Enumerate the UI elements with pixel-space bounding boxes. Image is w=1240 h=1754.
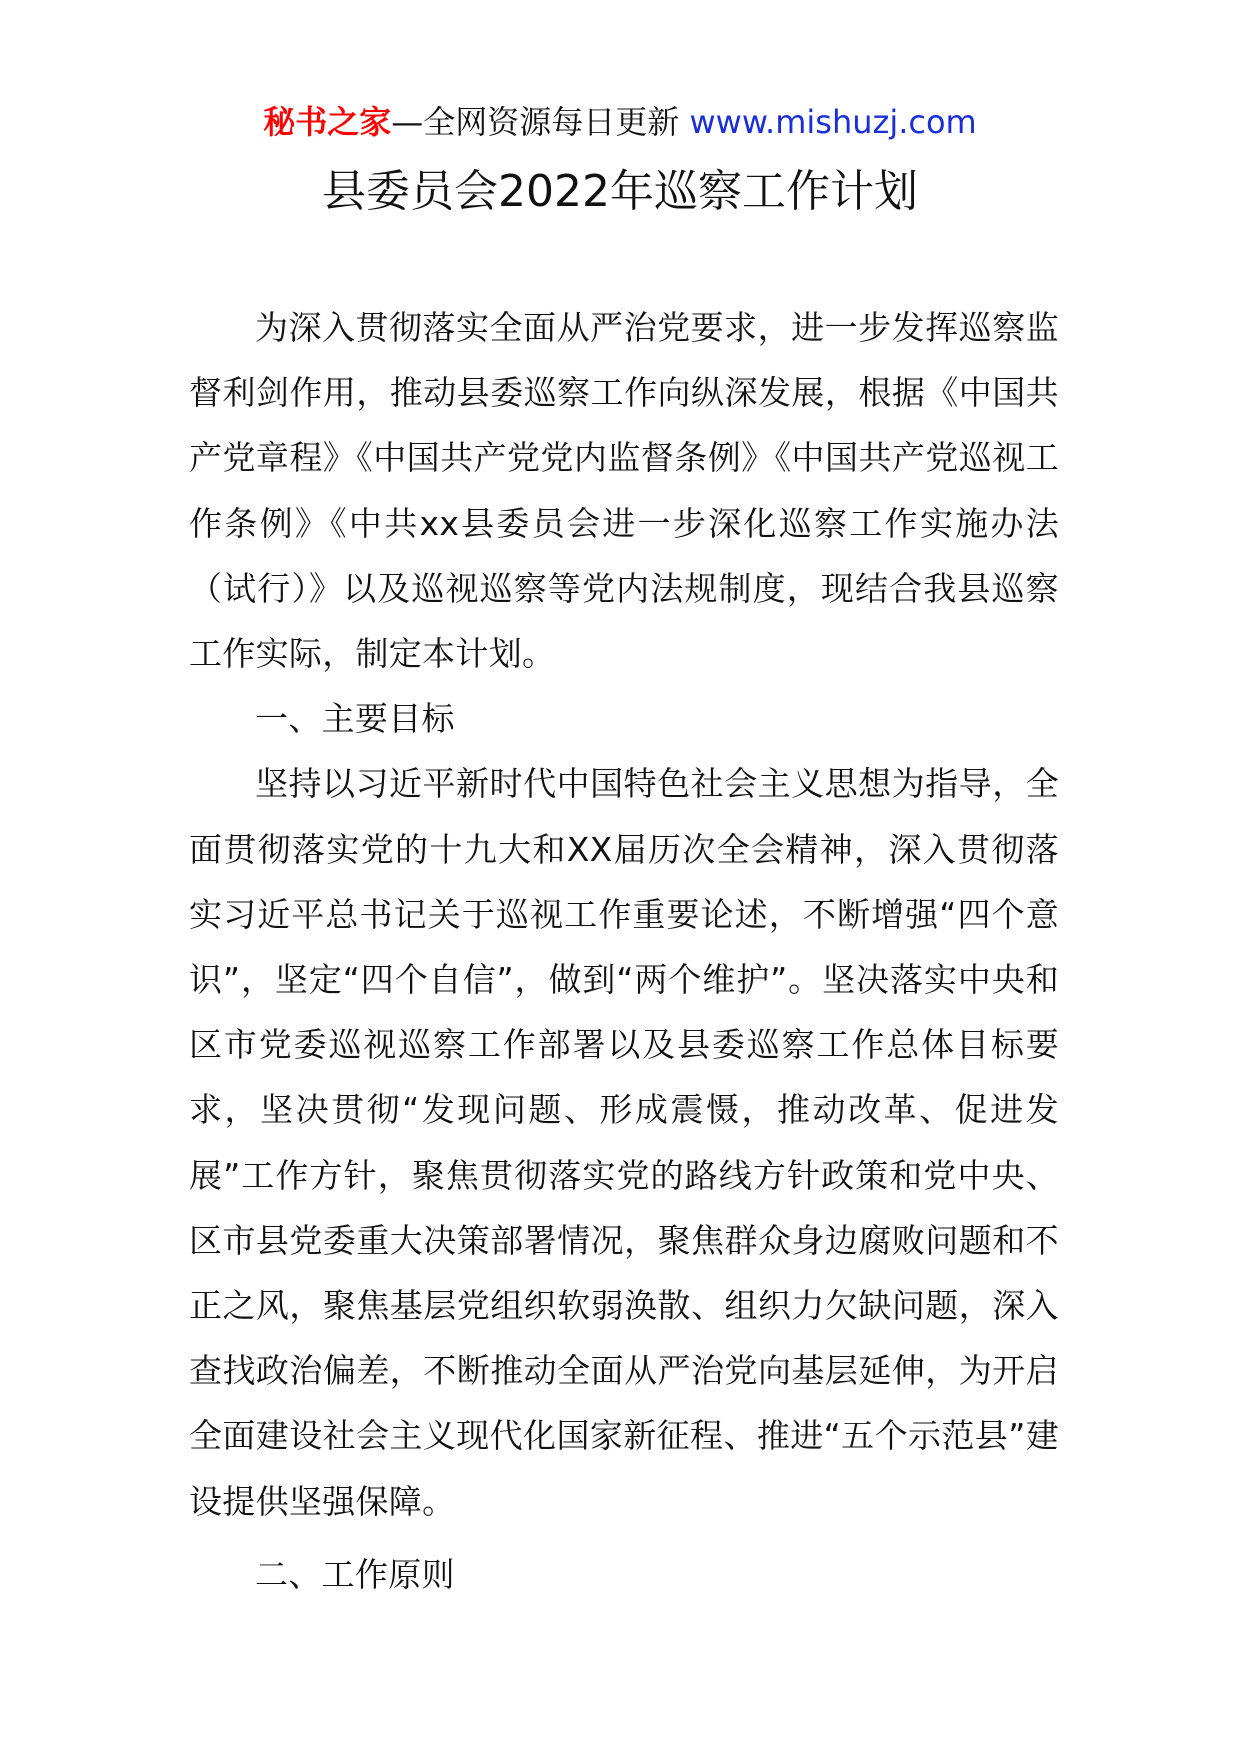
header-tagline: —全网资源每日更新: [391, 103, 690, 141]
section-heading-work-principles: 二、工作原则: [255, 1554, 455, 1594]
section-heading-main-goals: 一、主要目标: [255, 699, 455, 739]
brand-name: 秘书之家: [263, 103, 392, 141]
document-title: 县委员会2022年巡察工作计划: [322, 166, 918, 217]
document-body: [189, 295, 1059, 1607]
site-url-link[interactable]: www.mishuzj.com: [689, 103, 977, 141]
site-header: [0, 100, 1240, 144]
main-goals-paragraph: 坚持以习近平新时代中国特色社会主义思想为指导，全面贯彻落实党的十九大和XX届历次全会精神，深入贯彻落实习近平总书记关于巡视工作重要论述，不断增强“四个意识”，坚定“四个自信”，做到“两个维护”。坚决落实中央和区市党委巡视巡察工作部署以及县委巡察工作总体目标要求，坚决贯彻“发现问题、形成震慑，推动改革、促进发展”工作方针，聚焦贯彻落实党的路线方针政策和党中央、区市县党委重大决策部署情况，聚焦群众身边腐败问题和不正之风，聚焦基层党组织软弱涣散、组织力欠缺问题，深入查找政治偏差，不断推动全面从严治党向基层延伸，为开启全面建设社会主义现代化国家新征程、推进“五个示范县”建设提供坚强保障。: [189, 764, 1059, 1521]
intro-paragraph: 为深入贯彻落实全面从严治党要求，进一步发挥巡察监督利剑作用，推动县委巡察工作向纵深发展，根据《中国共产党章程》《中国共产党党内监督条例》《中国共产党巡视工作条例》《中共xx县委员会进一步深化巡察工作实施办法（试行）》以及巡视巡察等党内法规制度，现结合我县巡察工作实际，制定本计划。: [189, 308, 1059, 674]
